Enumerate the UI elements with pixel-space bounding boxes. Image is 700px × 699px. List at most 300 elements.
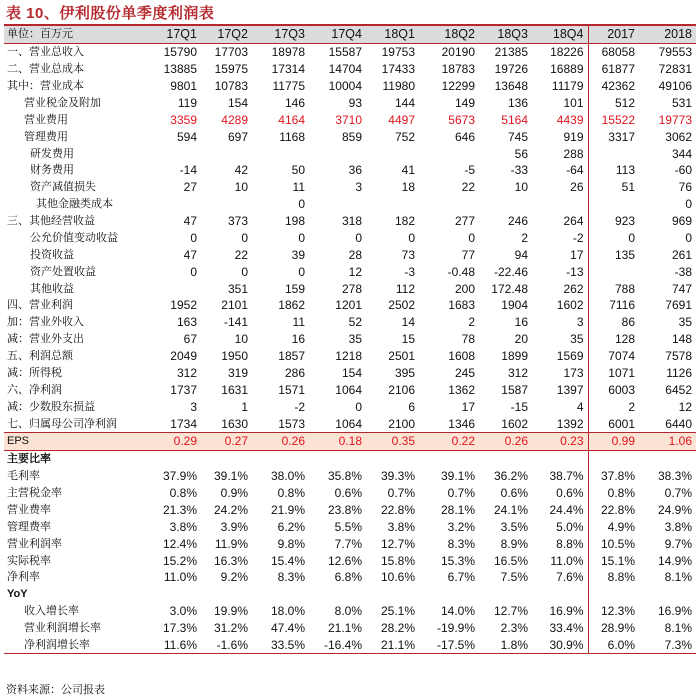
table-cell: -16.4% [309, 637, 366, 654]
table-cell: -22.46 [493, 264, 528, 279]
table-cell: 33.5% [252, 637, 309, 654]
table-cell: 278 [341, 281, 362, 296]
table-cell: 22.8% [380, 502, 415, 517]
table-cell: 3.8% [387, 519, 415, 534]
table-cell: 61877 [601, 62, 635, 77]
table-cell: -15 [510, 399, 528, 414]
table-row [4, 314, 696, 331]
table-cell: -2 [294, 399, 305, 414]
table-cell: 19773 [658, 112, 692, 127]
table-row [4, 603, 696, 620]
table-row [4, 280, 696, 297]
table-cell: 7578 [665, 349, 692, 364]
table-cell: 7.7% [334, 536, 362, 551]
table-cell: 52 [348, 315, 362, 330]
table-cell: 0 [355, 399, 362, 414]
table-cell: 0.7% [664, 486, 692, 501]
table-cell [150, 450, 201, 467]
table-cell: 18978 [271, 45, 305, 60]
table-cell: 24.1% [493, 502, 528, 517]
table-cell [309, 586, 366, 603]
table-cell: 14704 [328, 62, 362, 77]
column-header: 17Q3 [252, 26, 309, 43]
table-cell: 0.8% [277, 486, 305, 501]
table-cell: 6.8% [334, 570, 362, 585]
table-row [4, 246, 696, 263]
table-cell [366, 450, 419, 467]
table-cell: -60 [674, 163, 692, 178]
table-cell: 10.5% [600, 536, 635, 551]
row-label: EPS [4, 433, 150, 451]
table-cell: 35.8% [327, 469, 362, 484]
table-cell: 0.7% [447, 486, 475, 501]
table-cell: -0.48 [447, 264, 475, 279]
table-cell: 531 [671, 95, 692, 110]
table-cell: 8.3% [277, 570, 305, 585]
table-cell: 6.7% [447, 570, 475, 585]
table-cell: 1571 [278, 382, 305, 397]
table-row [4, 620, 696, 637]
table-cell: -5 [464, 163, 475, 178]
header-row [4, 26, 696, 43]
table-cell: 0 [355, 230, 362, 245]
table-cell: 18783 [441, 62, 475, 77]
table-cell: 0 [468, 230, 475, 245]
table-cell: 5.0% [532, 518, 588, 535]
table-cell: 28 [348, 247, 362, 262]
table-cell: 26 [532, 179, 588, 196]
table-cell: 1862 [278, 298, 305, 313]
table-cell: 33.4% [532, 620, 588, 637]
row-label: 营业税金及附加 [24, 96, 101, 109]
table-cell: 6.0% [588, 637, 639, 654]
row-label: 研发费用 [30, 147, 74, 160]
table-cell: 11.9% [214, 536, 248, 551]
table-cell: 21.3% [162, 502, 197, 517]
table-cell [201, 586, 252, 603]
column-header: 2017 [588, 26, 639, 43]
table-cell: 78 [461, 332, 475, 347]
table-cell: 10783 [214, 79, 248, 94]
table-cell: 3.8% [169, 519, 197, 534]
row-label: 实际税率 [7, 554, 51, 567]
table-cell: 16 [514, 315, 528, 330]
table-cell: 12.4% [162, 536, 197, 551]
table-cell: 22 [234, 247, 248, 262]
table-cell: 17314 [271, 62, 305, 77]
table-cell: 11.0% [163, 570, 197, 585]
table-cell: 15975 [214, 62, 248, 77]
table-cell [479, 450, 532, 467]
table-row [4, 433, 696, 451]
table-cell: 10 [234, 332, 248, 347]
table-cell: 747 [671, 281, 692, 296]
table-cell: 1201 [335, 298, 362, 313]
table-cell: 7691 [665, 298, 692, 313]
table-cell: 93 [348, 95, 362, 110]
table-cell: 286 [284, 365, 305, 380]
row-label: 一、营业总收入 [7, 46, 84, 59]
table-cell: 8.0% [334, 604, 362, 619]
table-cell: 3 [355, 180, 362, 195]
table-row [4, 348, 696, 365]
table-cell: 39 [291, 247, 305, 262]
table-cell: 2.3% [500, 621, 528, 636]
table-cell: 7116 [609, 298, 635, 313]
row-label: 主要比率 [7, 453, 51, 466]
table-cell: 16.3% [213, 553, 248, 568]
column-header: 17Q4 [309, 26, 366, 43]
table-cell: 264 [532, 213, 588, 230]
table-cell: 28.2% [380, 621, 415, 636]
table-cell: 17703 [214, 45, 248, 60]
table-cell: 697 [227, 129, 248, 144]
table-cell: 24.4% [532, 502, 588, 519]
table-cell: 4 [532, 398, 588, 415]
table-cell: 4289 [221, 112, 248, 127]
table-cell: 0 [685, 230, 692, 245]
table-cell: 10 [514, 180, 528, 195]
table-cell: 0.8% [607, 486, 635, 501]
table-cell: 16889 [532, 61, 588, 78]
table-cell: 23.8% [327, 502, 362, 517]
table-cell: 159 [284, 281, 305, 296]
table-row [4, 518, 696, 535]
table-cell: 8.8% [532, 535, 588, 552]
table-cell: 35 [532, 331, 588, 348]
table-cell [419, 586, 479, 603]
table-cell: 11.0% [532, 552, 588, 569]
column-header: 18Q3 [479, 26, 532, 43]
table-cell: 35 [678, 315, 692, 330]
table-cell: 11 [292, 315, 305, 330]
column-header: 18Q1 [366, 26, 419, 43]
table-cell: 42362 [601, 79, 635, 94]
table-cell: 38.7% [532, 468, 588, 485]
table-cell: 1608 [448, 349, 475, 364]
source-note: 资料来源：公司报表 [6, 684, 105, 696]
table-cell: 351 [227, 281, 248, 296]
table-cell: 94 [514, 247, 528, 262]
table-cell: 4439 [532, 111, 588, 128]
table-cell [201, 145, 252, 162]
table-cell: 21385 [494, 45, 528, 60]
table-cell [532, 450, 588, 467]
table-cell: 0.6% [334, 486, 362, 501]
table-cell: 154 [227, 95, 248, 110]
row-label: 资产处置收益 [30, 265, 96, 278]
table-cell: 0.26 [252, 433, 309, 451]
table-cell: 39.3% [380, 469, 415, 484]
table-cell: 51 [621, 180, 635, 195]
table-cell [588, 196, 639, 213]
table-cell: 0 [190, 230, 197, 245]
table-cell: 2101 [221, 298, 248, 313]
row-label: 毛利率 [7, 470, 40, 483]
table-cell: 67 [183, 332, 197, 347]
table-cell: 10 [234, 180, 248, 195]
table-row [4, 213, 696, 230]
table-cell: 22 [461, 180, 475, 195]
table-cell: 5673 [448, 112, 475, 127]
table-cell: 9.2% [220, 570, 248, 585]
table-cell: 10.6% [380, 570, 415, 585]
table-row [4, 43, 696, 60]
table-cell: 0 [241, 230, 248, 245]
table-row [4, 331, 696, 348]
table-row [4, 415, 696, 432]
table-cell: 1.8% [479, 637, 532, 654]
table-cell: 2 [628, 399, 635, 414]
table-cell: 277 [454, 214, 475, 229]
table-cell [532, 586, 588, 603]
table-cell: 0.27 [201, 433, 252, 451]
row-label: 主营税金率 [7, 487, 62, 500]
table-cell: 288 [532, 145, 588, 162]
table-cell: 12299 [441, 79, 475, 94]
table-cell: 37.8% [600, 469, 635, 484]
table-cell: 68058 [601, 45, 635, 60]
table-cell: 15587 [328, 45, 362, 60]
table-cell: 101 [532, 95, 588, 112]
table-cell: 594 [176, 129, 197, 144]
table-cell [419, 145, 479, 162]
table-cell: 14.0% [440, 604, 475, 619]
row-label: 营业费率 [7, 503, 51, 516]
table-cell: 8.1% [664, 570, 692, 585]
table-cell: 919 [532, 128, 588, 145]
table-cell [588, 145, 639, 162]
table-cell: 173 [532, 365, 588, 382]
table-cell: 2502 [388, 298, 415, 313]
row-label: 管理费率 [7, 520, 51, 533]
table-cell [639, 586, 696, 603]
table-cell: 1602 [501, 416, 528, 431]
table-cell: 21.1% [327, 621, 362, 636]
column-header: 17Q2 [201, 26, 252, 43]
table-cell: 1064 [335, 382, 362, 397]
table-cell: 1569 [532, 348, 588, 365]
table-cell: 2 [468, 315, 475, 330]
row-label: 其他金融类成本 [36, 198, 113, 211]
table-cell: 35 [348, 332, 362, 347]
table-cell [366, 196, 419, 213]
table-cell: 9.7% [664, 536, 692, 551]
table-cell: 1899 [501, 349, 528, 364]
row-label: 其中：营业成本 [7, 80, 84, 93]
table-cell: 3710 [335, 112, 362, 127]
table-row [4, 230, 696, 247]
table-cell: 15522 [601, 112, 635, 127]
table-cell: 373 [227, 214, 248, 229]
table-cell: 0.23 [532, 433, 588, 451]
row-label: 七、归属母公司净利润 [7, 417, 117, 430]
table-cell: 15.4% [270, 553, 305, 568]
table-cell: 16.9% [657, 604, 692, 619]
table-cell: 113 [615, 163, 635, 178]
table-cell [309, 450, 366, 467]
table-cell: 6003 [608, 382, 635, 397]
table-cell: -141 [223, 315, 248, 330]
table-cell: 1630 [221, 416, 248, 431]
table-row [4, 552, 696, 569]
table-cell: 1 [241, 399, 248, 414]
table-row [4, 502, 696, 519]
table-cell: 1218 [335, 349, 362, 364]
table-cell: 79553 [658, 45, 692, 60]
table-cell: 752 [394, 129, 415, 144]
table-cell: 1064 [335, 416, 362, 431]
table-cell: 318 [341, 214, 362, 229]
table-cell: 14.9% [657, 553, 692, 568]
table-cell: 6452 [665, 382, 692, 397]
row-label: 减：营业外支出 [7, 333, 84, 346]
table-cell: 5164 [501, 112, 528, 127]
table-cell: -14 [179, 163, 197, 178]
table-cell: 0 [628, 230, 635, 245]
table-cell: 3.2% [447, 519, 475, 534]
table-cell: 1071 [608, 365, 635, 380]
table-cell: 17433 [381, 62, 415, 77]
table-cell: 182 [394, 214, 415, 229]
table-cell: 262 [532, 280, 588, 297]
table-cell: 0 [298, 264, 305, 279]
table-cell: 2501 [388, 349, 415, 364]
table-cell: 6440 [665, 416, 692, 431]
table-cell: 1857 [278, 349, 305, 364]
table-cell: 72831 [658, 62, 692, 77]
row-label: 加：营业外收入 [7, 316, 84, 329]
table-cell: 1602 [532, 297, 588, 314]
table-cell: 198 [284, 214, 305, 229]
table-cell: 969 [671, 214, 692, 229]
table-cell: 144 [394, 95, 415, 110]
table-cell: -1.6% [201, 637, 252, 654]
table-cell [588, 263, 639, 280]
table-cell: 11980 [382, 79, 415, 94]
table-cell: 163 [176, 315, 197, 330]
table-cell [309, 196, 366, 213]
table-cell [532, 196, 588, 213]
row-label: 公允价值变动收益 [30, 231, 118, 244]
table-cell: -38 [674, 264, 692, 279]
table-row [4, 637, 696, 654]
table-cell: -19.9% [436, 621, 475, 636]
table-cell: 38.0% [270, 469, 305, 484]
table-cell [479, 196, 532, 213]
column-header: 18Q2 [419, 26, 479, 43]
table-cell [419, 450, 479, 467]
table-cell: 923 [614, 214, 635, 229]
table-cell: 21.1% [366, 637, 419, 654]
table-cell: 15.1% [600, 553, 635, 568]
table-cell: 319 [227, 365, 248, 380]
table-cell: 50 [291, 163, 305, 178]
table-row [4, 95, 696, 112]
table-cell [588, 450, 639, 467]
table-cell: 1683 [448, 298, 475, 313]
table-cell: -13 [532, 263, 588, 280]
row-label: 减：所得税 [7, 366, 62, 379]
table-cell: 3 [532, 314, 588, 331]
row-label: 其他收益 [30, 282, 74, 295]
column-header: 17Q1 [150, 26, 201, 43]
table-cell: 8.8% [607, 570, 635, 585]
table-cell: 7074 [608, 349, 635, 364]
table-cell: 77 [461, 247, 475, 262]
table-cell: 6.2% [277, 519, 305, 534]
table-cell: 0.26 [479, 433, 532, 451]
table-cell: 0.8% [169, 486, 197, 501]
column-header: 18Q4 [532, 26, 588, 43]
table-row [4, 365, 696, 382]
table-cell: -3 [404, 264, 415, 279]
table-cell: 128 [614, 332, 635, 347]
table-cell [150, 586, 201, 603]
table-cell: 39.1% [440, 469, 475, 484]
table-cell: -64 [532, 162, 588, 179]
table-cell: 47 [183, 214, 197, 229]
table-cell: 8.1% [664, 621, 692, 636]
table-cell [150, 196, 201, 213]
table-cell: 12.7% [380, 536, 415, 551]
table-cell: 0.99 [588, 433, 639, 451]
table-row [4, 569, 696, 586]
table-cell: 24.2% [213, 502, 248, 517]
table-cell: 119 [177, 95, 197, 110]
table-cell: 0.22 [419, 433, 479, 451]
row-label: 六、净利润 [7, 383, 62, 396]
table-cell: 27 [183, 180, 197, 195]
table-cell: 1631 [221, 382, 248, 397]
table-cell: 14 [401, 315, 415, 330]
table-cell: 15790 [163, 45, 197, 60]
table-cell: 20190 [441, 45, 475, 60]
table-cell: 1.06 [639, 433, 696, 451]
row-label: 管理费用 [24, 130, 68, 143]
table-cell: 1346 [448, 416, 475, 431]
table-cell: 2100 [388, 416, 415, 431]
table-cell: 0 [298, 230, 305, 245]
table-row [4, 297, 696, 314]
table-cell [479, 586, 532, 603]
table-cell: 1950 [221, 349, 248, 364]
table-row [4, 398, 696, 415]
table-cell: 8.9% [500, 536, 528, 551]
table-cell: 12.3% [600, 604, 635, 619]
table-cell: 3062 [665, 129, 692, 144]
row-label: 财务费用 [30, 164, 74, 177]
table-cell: 2106 [388, 382, 415, 397]
table-cell: 11775 [272, 79, 305, 94]
table-cell: 76 [678, 180, 692, 195]
table-cell: 31.2% [213, 621, 248, 636]
table-cell: 11 [292, 180, 305, 195]
table-cell: 41 [401, 163, 415, 178]
table-cell: 47 [183, 247, 197, 262]
row-label: 四、营业利润 [7, 299, 73, 312]
table-cell: 11.6% [150, 637, 201, 654]
table-cell: 312 [176, 365, 197, 380]
table-cell: 7.6% [532, 569, 588, 586]
table-cell: 12 [348, 264, 362, 279]
table-cell: 1587 [501, 382, 528, 397]
unit-label: 单位：百万元 [4, 26, 150, 43]
table-cell: 0 [408, 230, 415, 245]
table-cell: 512 [614, 95, 635, 110]
table-cell: 25.1% [380, 604, 415, 619]
table-cell: 3317 [608, 129, 635, 144]
